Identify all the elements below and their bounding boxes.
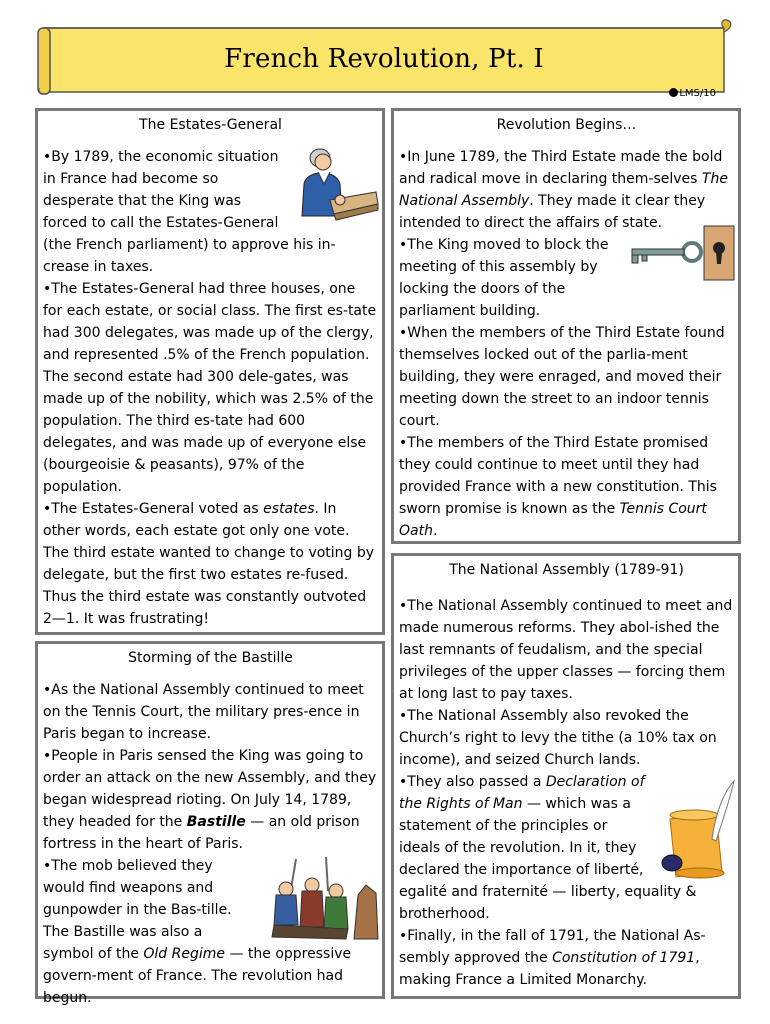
credit-text: LMS/10 (679, 88, 716, 99)
revolution-p4-text-c: . (432, 523, 438, 539)
bastille-p2-text-c: — an old prison fortress in the heart of Paris. (43, 814, 360, 852)
bastille-p2-text-a: •People in Paris sensed the King was going to order an attack on the new Assembly, and they began widespread rioting. On July 14, 1789, they headed for the (43, 748, 377, 830)
national-assembly-heading: The National Assembly (1789-91) (449, 562, 684, 578)
estates-general-heading: The Estates-General (139, 117, 282, 133)
title-banner (34, 18, 734, 99)
estates-paragraph-3 (43, 498, 378, 630)
revolution-paragraph-4 (399, 432, 734, 542)
assembly-paragraph-1: •The National Assembly continued to meet and made numerous reforms. They abol-ished the last remnants of feudalism, and the special privileges of the upper classes — forcing them at long last to pay taxes. (399, 598, 733, 702)
revolution-p4-emphasis: Tennis Court Oath (399, 501, 707, 539)
bastille-p3-text-a: •The mob believed they would find weapons and gunpowder in the Bas-tille. The Bastille was also a symbol of the (43, 858, 232, 962)
revolution-p1-emphasis: The National Assembly (399, 171, 728, 209)
estates-p3-text-c: . In other words, each estate got only one vote. The third estate wanted to change to voting by delegate, but the first two estates re-fused. Thus the third estate was constantly outvoted 2—1. It was frustrating! (43, 501, 375, 627)
estates-general-section (35, 108, 385, 635)
assembly-p3-emphasis: Declaration of the Rights of Man (399, 774, 645, 812)
king-clipart-icon (290, 144, 382, 234)
revolution-p1-text-c: . They made it clear they intended to direct the affairs of state. (399, 193, 706, 231)
bastille-heading: Storming of the Bastille (128, 650, 293, 666)
revolution-paragraph-1 (399, 146, 734, 234)
revolution-begins-section (391, 108, 741, 544)
scroll-quill-clipart-icon (656, 779, 736, 879)
assembly-paragraph-4 (399, 925, 734, 991)
revolution-paragraph-2: •The King moved to block the meeting of this assembly by locking the doors of the parliament building. (399, 237, 609, 319)
estates-p3-emphasis: estates (263, 501, 315, 517)
copyright-icon (669, 88, 678, 97)
bastille-section (35, 641, 385, 1006)
assembly-p4-text-c: , making France a Limited Monarchy. (399, 950, 700, 988)
assembly-paragraph-2: •The National Assembly also revoked the Church’s right to levy the tithe (a 10% tax on income), and seized Church lands. (399, 708, 717, 768)
assembly-p4-text-a: •Finally, in the fall of 1791, the National As-sembly approved the (399, 928, 706, 966)
assembly-p4-emphasis: Constitution of 1791 (552, 950, 696, 966)
revolution-begins-heading: Revolution Begins… (496, 117, 637, 133)
revolution-paragraph-3: •When the members of the Third Estate found themselves locked out of the parlia-ment building, they were enraged, and moved their meeting down the street to an indoor tennis court. (399, 325, 725, 429)
estates-p3-text-a: •The Estates-General voted as (43, 501, 264, 517)
estates-paragraph-1: •By 1789, the economic situation in France had become so desperate that the King was forced to call the Estates-General (the French parliament) to approve his in-crease in taxes. (43, 149, 336, 275)
credit-label (669, 88, 716, 99)
bastille-p2-emphasis: Bastille (186, 814, 246, 830)
mob-clipart-icon (256, 855, 380, 941)
revolution-p4-text-a: •The members of the Third Estate promised they could continue to meet until they had provided France with a new constitution. This sworn promise is known as the (399, 435, 717, 517)
assembly-p3-text-c: — which was a statement of the principles or ideals of the revolution. In it, they declared the importance of liberté, egalité and fraternité — liberty, equality & brotherhood. (399, 796, 697, 922)
national-assembly-section (391, 553, 741, 999)
estates-paragraph-2: •The Estates-General had three houses, one for each estate, or social class. The first es-tate had 300 delegates, was made up of the clergy, and represented .5% of the French population. The second estate had 300 dele-gates, was made up of the nobility, which was 2.5% of the population. The third es-tate had 600 delegates, and was made up of everyone else (bourgeoisie & peasants), 97% of the population. (43, 281, 377, 495)
bastille-paragraph-2 (43, 745, 378, 855)
bastille-p3-text-c: — the oppressive govern-ment of France. The revolution had begun. (43, 946, 352, 1006)
revolution-p1-text-a: •In June 1789, the Third Estate made the bold and radical move in declaring them-selves (399, 149, 723, 187)
page-title: French Revolution, Pt. I (224, 44, 544, 74)
bastille-p3-emphasis: Old Regime (143, 946, 226, 962)
assembly-p3-text-a: •They also passed a (399, 774, 546, 790)
bastille-paragraph-1: •As the National Assembly continued to meet on the Tennis Court, the military pres-ence in Paris began to increase. (43, 682, 364, 742)
